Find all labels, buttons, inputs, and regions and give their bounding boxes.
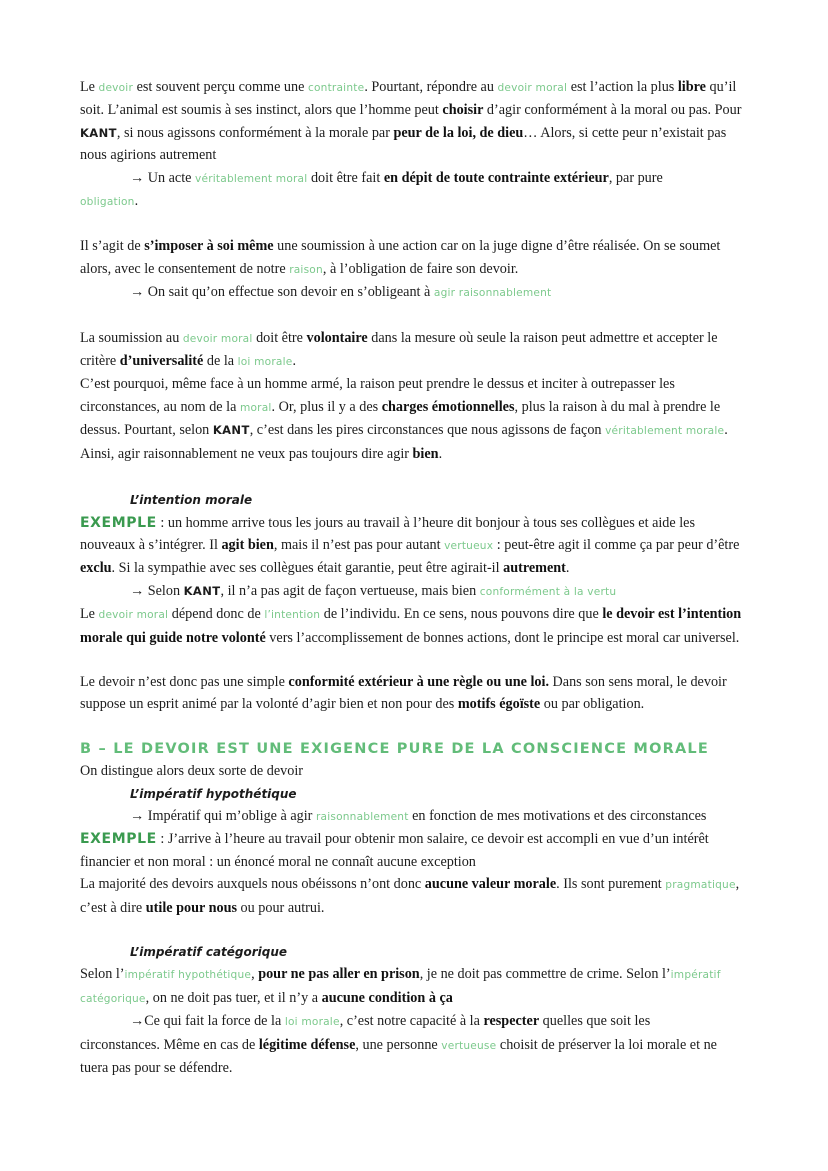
- text: Le: [80, 79, 99, 95]
- text: . Ils sont purement: [556, 876, 666, 893]
- bold-term: conformité extérieur à une règle ou une loi.: [288, 673, 549, 690]
- text: doit être fait: [307, 169, 384, 186]
- text: .: [438, 445, 443, 462]
- highlight-term: conformément à la vertu: [479, 585, 617, 598]
- highlight-term: raison: [289, 263, 323, 276]
- highlight-term: loi morale: [237, 356, 293, 369]
- section-heading-b: B – LE DEVOIR EST UNE EXIGENCE PURE DE LA CONSCIENCE MORALE: [80, 740, 709, 757]
- paragraph-devoir-contrainte: [80, 76, 746, 167]
- bold-term: aucune valeur morale: [424, 876, 557, 893]
- subheading-imperatif-categorique: L’impératif catégorique: [130, 945, 288, 959]
- highlight-term: véritablement moral: [195, 172, 308, 185]
- highlight-term: pragmatique: [665, 879, 736, 892]
- paragraph-exemple-2: [80, 828, 746, 873]
- bold-term: pour ne pas aller en prison: [258, 966, 420, 983]
- text: : peut-être agit il comme ça par peur d’être: [493, 536, 740, 553]
- text: , c’est dans les pires circonstances que nous agissons de façon: [249, 422, 606, 439]
- text: C’est pourquoi, même face à un homme armé, la raison peut prendre le dessus et inciter à outrepasser les circonstances, au nom de la: [80, 376, 675, 415]
- subheading-intention-morale: L’intention morale: [130, 493, 253, 508]
- highlight-term: moral: [239, 401, 272, 414]
- highlight-term: devoir moral: [182, 332, 253, 345]
- bold-term: légitime défense: [258, 1036, 356, 1053]
- highlight-term: obligation: [80, 196, 135, 209]
- text: .: [292, 353, 297, 370]
- text: dans la mesure où seule la raison peut admettre et accepter le critère: [80, 329, 718, 370]
- author-name: KANT: [80, 125, 117, 140]
- paragraph-majorite: [80, 873, 746, 919]
- text: , mais il n’est pas pour autant: [273, 536, 445, 553]
- paragraph-prison: [80, 963, 746, 1010]
- highlight-term: vertueux: [444, 539, 494, 552]
- text: qu’il soit. L’animal est soumis à ses instinct, alors que l’homme peut: [80, 79, 737, 119]
- paragraph-intention: [80, 603, 746, 649]
- text: , si nous agissons conformément à la morale par: [116, 124, 394, 141]
- text: circonstances. Même en cas de: [80, 1036, 259, 1053]
- paragraph-agir-raisonnablement: [80, 281, 746, 304]
- arrow-text: → Un acte: [130, 169, 196, 186]
- bold-term: autrement: [503, 560, 566, 577]
- arrow-text: → Selon: [130, 582, 184, 599]
- bold-term: en dépit de toute contrainte extérieur: [383, 169, 609, 186]
- highlight-term: véritablement morale: [605, 425, 725, 438]
- text: .: [134, 193, 139, 210]
- highlight-term: contrainte: [307, 82, 365, 94]
- highlight-term: devoir: [98, 82, 134, 94]
- highlight-term: agir raisonnablement: [433, 287, 552, 300]
- arrow-text: → Impératif qui m’oblige à agir: [130, 807, 316, 824]
- text: une soumission à une action car on la juge digne d’être réalisée. On se soumet alors, avec le consentement de notre: [80, 238, 721, 277]
- bold-term: le devoir est l’intention morale qui guide notre volonté: [80, 606, 742, 646]
- bold-term: exclu: [80, 560, 112, 577]
- paragraph-soumission: [80, 327, 746, 374]
- text: ou par obligation.: [540, 696, 645, 713]
- arrow-text: → On sait qu’on effectue son devoir en s’obligeant à: [130, 284, 434, 301]
- text: , on ne doit pas tuer, et il n’y a: [145, 989, 322, 1006]
- highlight-term: impératif hypothétique: [124, 969, 252, 982]
- text: , c’est notre capacité à la: [339, 1013, 484, 1030]
- bold-term: d’universalité: [119, 353, 204, 370]
- text: , je ne doit pas commettre de crime. Selon l’: [419, 966, 671, 983]
- paragraph-selon-kant: [80, 580, 746, 603]
- highlight-term: devoir moral: [497, 82, 568, 94]
- text: ,: [251, 966, 259, 983]
- text: . Or, plus il y a des: [271, 398, 382, 415]
- paragraph-legitime-defense: [80, 1034, 746, 1080]
- author-name: KANT: [212, 423, 250, 438]
- text: , par pure: [608, 169, 663, 186]
- bold-term: utile pour nous: [145, 899, 237, 916]
- author-name: KANT: [183, 583, 221, 598]
- paragraph-exemple-1: [80, 512, 746, 580]
- text: de la: [203, 353, 238, 370]
- highlight-term: devoir moral: [98, 609, 169, 622]
- bold-term: motifs égoïste: [457, 696, 541, 713]
- paragraph-imperatif-definition: [80, 805, 746, 828]
- text: La majorité des devoirs auxquels nous obéissons n’ont donc: [80, 876, 425, 893]
- text: vers l’accomplissement de bonnes actions, dont le principe est moral car universel.: [265, 629, 740, 646]
- text: : J’arrive à l’heure au travail pour obtenir mon salaire, ce devoir est accompli en vue d’un intérêt financier et non moral : un énoncé moral ne connaît aucune exception: [80, 831, 709, 870]
- bold-term: bien: [412, 445, 439, 462]
- text: , c’est à dire: [80, 876, 740, 916]
- bold-term: s’imposer à soi même: [144, 238, 274, 255]
- paragraph-force-loi: [80, 1010, 746, 1033]
- text: Le: [80, 606, 99, 623]
- bold-term: aucune condition à ça: [321, 989, 453, 1006]
- paragraph-acte-moral-cont: [80, 190, 746, 213]
- paragraph-conformite: [80, 671, 746, 716]
- bold-term: volontaire: [306, 329, 368, 346]
- paragraph-deux-sortes: On distingue alors deux sorte de devoir: [80, 763, 304, 780]
- text: dépend donc de: [168, 606, 265, 623]
- paragraph-s-imposer: [80, 235, 746, 281]
- text: choisit de préserver la loi morale et ne tuera pas pour se défendre.: [80, 1036, 717, 1077]
- text: de l’individu. En ce sens, nous pouvons dire que: [320, 606, 603, 623]
- text: , à l’obligation de faire son devoir.: [322, 260, 519, 277]
- text: . Si la sympathie avec ses collègues était garantie, peut être agirait-il: [111, 560, 504, 577]
- text: . Ainsi, agir raisonnablement ne veux pas toujours dire agir: [80, 422, 728, 462]
- subheading-imperatif-hypothetique: L’impératif hypothétique: [130, 786, 297, 801]
- example-label: EXEMPLE: [80, 831, 157, 848]
- highlight-term: l’intention: [264, 609, 321, 622]
- text: doit être: [252, 329, 307, 346]
- highlight-term: raisonnablement: [315, 810, 409, 823]
- text: Le devoir n’est donc pas une simple: [80, 673, 289, 690]
- text: Selon l’: [80, 966, 125, 983]
- text: est l’action la plus: [567, 79, 678, 95]
- text: : un homme arrive tous les jours au travail à l’heure dit bonjour à tous ses collègues et aide les nouveaux à s’intégrer. Il: [80, 514, 696, 553]
- paragraph-homme-arme: [80, 373, 746, 465]
- highlight-term: loi morale: [284, 1016, 340, 1029]
- text: , une personne: [355, 1036, 442, 1053]
- paragraph-acte-moral: [80, 167, 746, 190]
- text: ou pour autrui.: [236, 899, 325, 916]
- text: . Pourtant, répondre au: [364, 79, 498, 95]
- text: , plus la raison à du mal à prendre le dessus. Pourtant, selon: [80, 398, 721, 439]
- text: en fonction de mes motivations et des circonstances: [408, 807, 707, 824]
- arrow-text: →Ce qui fait la force de la: [130, 1013, 285, 1030]
- bold-term: choisir: [442, 102, 484, 119]
- text: , il n’a pas agit de façon vertueuse, mais bien: [220, 582, 480, 599]
- text: d’agir conformément à la moral ou pas. Pour: [483, 102, 742, 119]
- bold-term: charges émotionnelles: [381, 398, 515, 415]
- bold-term: peur de la loi, de dieu: [393, 124, 524, 141]
- text: Dans son sens moral, le devoir suppose un esprit animé par la volonté d’agir bien et non pour des: [80, 673, 727, 713]
- bold-term: libre: [677, 79, 706, 95]
- text: Il s’agit de: [80, 238, 145, 255]
- text: … Alors, si cette peur n’existait pas nous agirions autrement: [80, 124, 727, 164]
- example-label: EXEMPLE: [80, 514, 157, 531]
- text: La soumission au: [80, 329, 183, 346]
- bold-term: respecter: [483, 1013, 540, 1030]
- text: .: [565, 560, 570, 577]
- highlight-term: vertueuse: [441, 1039, 497, 1052]
- text: est souvent perçu comme une: [133, 79, 308, 95]
- highlight-term: impératif catégorique: [80, 969, 721, 1005]
- bold-term: agit bien: [221, 536, 274, 553]
- text: quelles que soit les: [539, 1013, 651, 1030]
